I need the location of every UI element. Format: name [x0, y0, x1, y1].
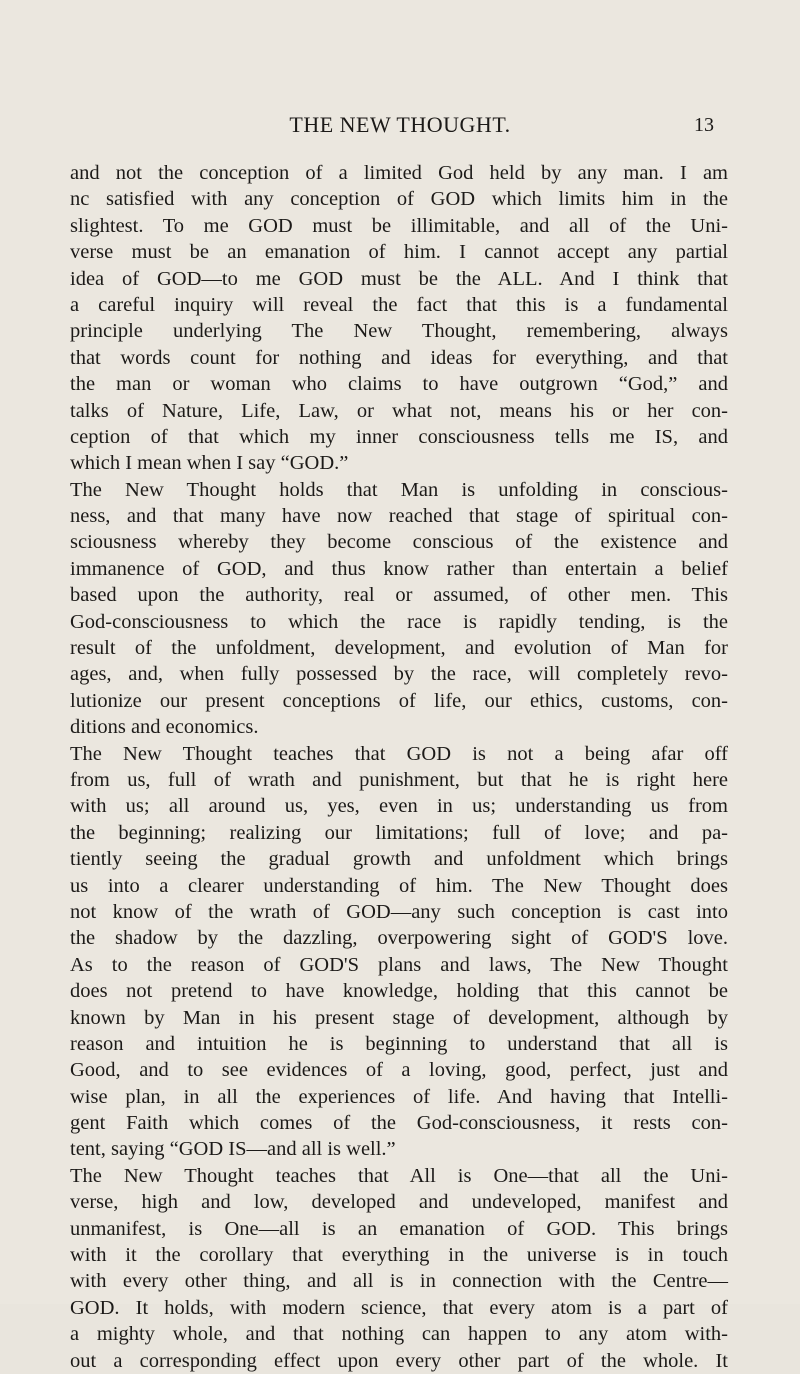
text-line: nc satisfied with any conception of GOD which limits him in the: [70, 188, 728, 211]
text-line: tent, saying “GOD IS—and all is well.”: [70, 1138, 396, 1161]
text-line: result of the unfoldment, development, and evolution of Man for: [70, 637, 728, 660]
running-title: THE NEW THOUGHT.: [289, 112, 511, 137]
text-line: unmanifest, is One—all is an emanation of GOD. This brings: [70, 1217, 728, 1240]
text-line: gent Faith which comes of the God-consciousness, it rests con-: [70, 1112, 728, 1135]
text-line: does not pretend to have knowledge, holding that this cannot be: [70, 980, 728, 1003]
text-line: God-consciousness to which the race is rapidly tending, is the: [70, 610, 728, 633]
text-line: and not the conception of a limited God held by any man. I am: [70, 162, 728, 184]
text-line: a mighty whole, and that nothing can happen to any atom with-: [70, 1323, 728, 1346]
text-line: the shadow by the dazzling, overpowering sight of GOD'S love.: [70, 927, 728, 950]
text-line: As to the reason of GOD'S plans and laws, The New Thought: [70, 953, 728, 976]
text-line: with it the corollary that everything in the universe is in touch: [70, 1244, 728, 1267]
text-line: Good, and to see evidences of a loving, good, perfect, just and: [70, 1059, 728, 1082]
text-line: which I mean when I say “GOD.”: [70, 452, 349, 475]
text-line: tiently seeing the gradual growth and unfoldment which brings: [70, 848, 728, 871]
text-line: slightest. To me GOD must be illimitable, and all of the Uni-: [70, 214, 728, 237]
text-line: based upon the authority, real or assumed, of other men. This: [70, 584, 728, 607]
text-line: wise plan, in all the experiences of life. And having that Intelli-: [70, 1085, 728, 1108]
text-line: that words count for nothing and ideas for everything, and that: [70, 346, 728, 369]
text-line: with us; all around us, yes, even in us; understanding us from: [70, 795, 728, 818]
text-line: principle underlying The New Thought, remembering, always: [70, 320, 728, 343]
text-line: verse must be an emanation of him. I cannot accept any partial: [70, 241, 728, 264]
text-line: a careful inquiry will reveal the fact that this is a fundamental: [70, 293, 728, 316]
text-line: ception of that which my inner consciousness tells me IS, and: [70, 425, 728, 448]
text-line: with every other thing, and all is in connection with the Centre—: [70, 1270, 728, 1293]
body-text: [70, 160, 728, 1374]
text-line: talks of Nature, Life, Law, or what not, means his or her con-: [70, 399, 728, 422]
page-header: [0, 112, 800, 142]
text-line: us into a clearer understanding of him. The New Thought does: [70, 874, 728, 897]
text-line: The New Thought holds that Man is unfolding in conscious-: [70, 478, 728, 501]
text-line: ditions and economics.: [70, 716, 259, 739]
text-line: The New Thought teaches that GOD is not a being afar off: [70, 742, 728, 765]
text-line: out a corresponding effect upon every other part of the whole. It: [70, 1349, 728, 1372]
text-line: verse, high and low, developed and undeveloped, manifest and: [70, 1191, 728, 1214]
text-line: The New Thought teaches that All is One—that all the Uni-: [70, 1164, 728, 1187]
text-line: GOD. It holds, with modern science, that every atom is a part of: [70, 1296, 728, 1319]
text-line: from us, full of wrath and punishment, but that he is right here: [70, 768, 728, 791]
text-line: immanence of GOD, and thus know rather than entertain a belief: [70, 557, 728, 580]
text-line: the beginning; realizing our limitations; full of love; and pa-: [70, 821, 728, 844]
text-line: ages, and, when fully possessed by the race, will completely revo-: [70, 663, 728, 686]
page-number: 13: [694, 114, 714, 136]
text-line: known by Man in his present stage of development, although by: [70, 1006, 728, 1029]
text-line: the man or woman who claims to have outgrown “God,” and: [70, 373, 728, 396]
text-line: not know of the wrath of GOD—any such conception is cast into: [70, 900, 728, 923]
text-line: reason and intuition he is beginning to understand that all is: [70, 1032, 728, 1055]
text-line: lutionize our present conceptions of life, our ethics, customs, con-: [70, 689, 728, 712]
text-line: idea of GOD—to me GOD must be the ALL. And I think that: [70, 267, 728, 290]
text-line: sciousness whereby they become conscious of the existence and: [70, 531, 728, 554]
text-line: ness, and that many have now reached that stage of spiritual con-: [70, 505, 728, 528]
